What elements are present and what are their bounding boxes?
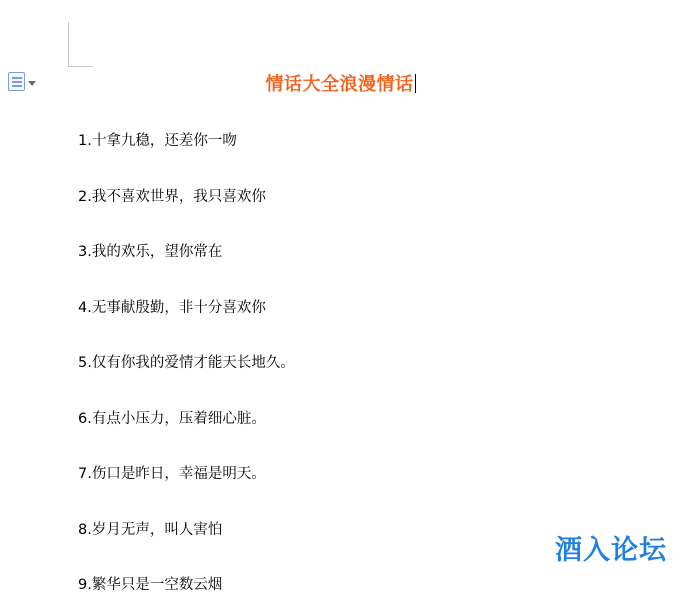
list-item: 6.有点小压力，压着细心脏。 <box>78 410 266 427</box>
list-item: 4.无事献殷勤，非十分喜欢你 <box>78 299 266 316</box>
watermark: 酒入论坛 <box>555 535 667 566</box>
list-item: 9.繁华只是一空数云烟 <box>78 577 223 593</box>
list-item: 5.仅有你我的爱情才能天长地久。 <box>78 355 295 371</box>
list-item: 8.岁月无声，叫人害怕 <box>78 521 223 538</box>
list-item: 7.伤口是昨日，幸福是明天。 <box>78 466 266 482</box>
document-body[interactable] <box>78 128 618 598</box>
list-item: 3.我的欢乐，望你常在 <box>78 244 223 260</box>
page-title[interactable] <box>0 70 681 96</box>
page-corner-mark <box>68 22 93 67</box>
list-item: 1.十拿九稳，还差你一吻 <box>78 133 237 149</box>
text-cursor <box>415 74 416 93</box>
page-title-text: 情话大全浪漫情话 <box>265 74 414 95</box>
list-item: 2.我不喜欢世界，我只喜欢你 <box>78 188 266 205</box>
